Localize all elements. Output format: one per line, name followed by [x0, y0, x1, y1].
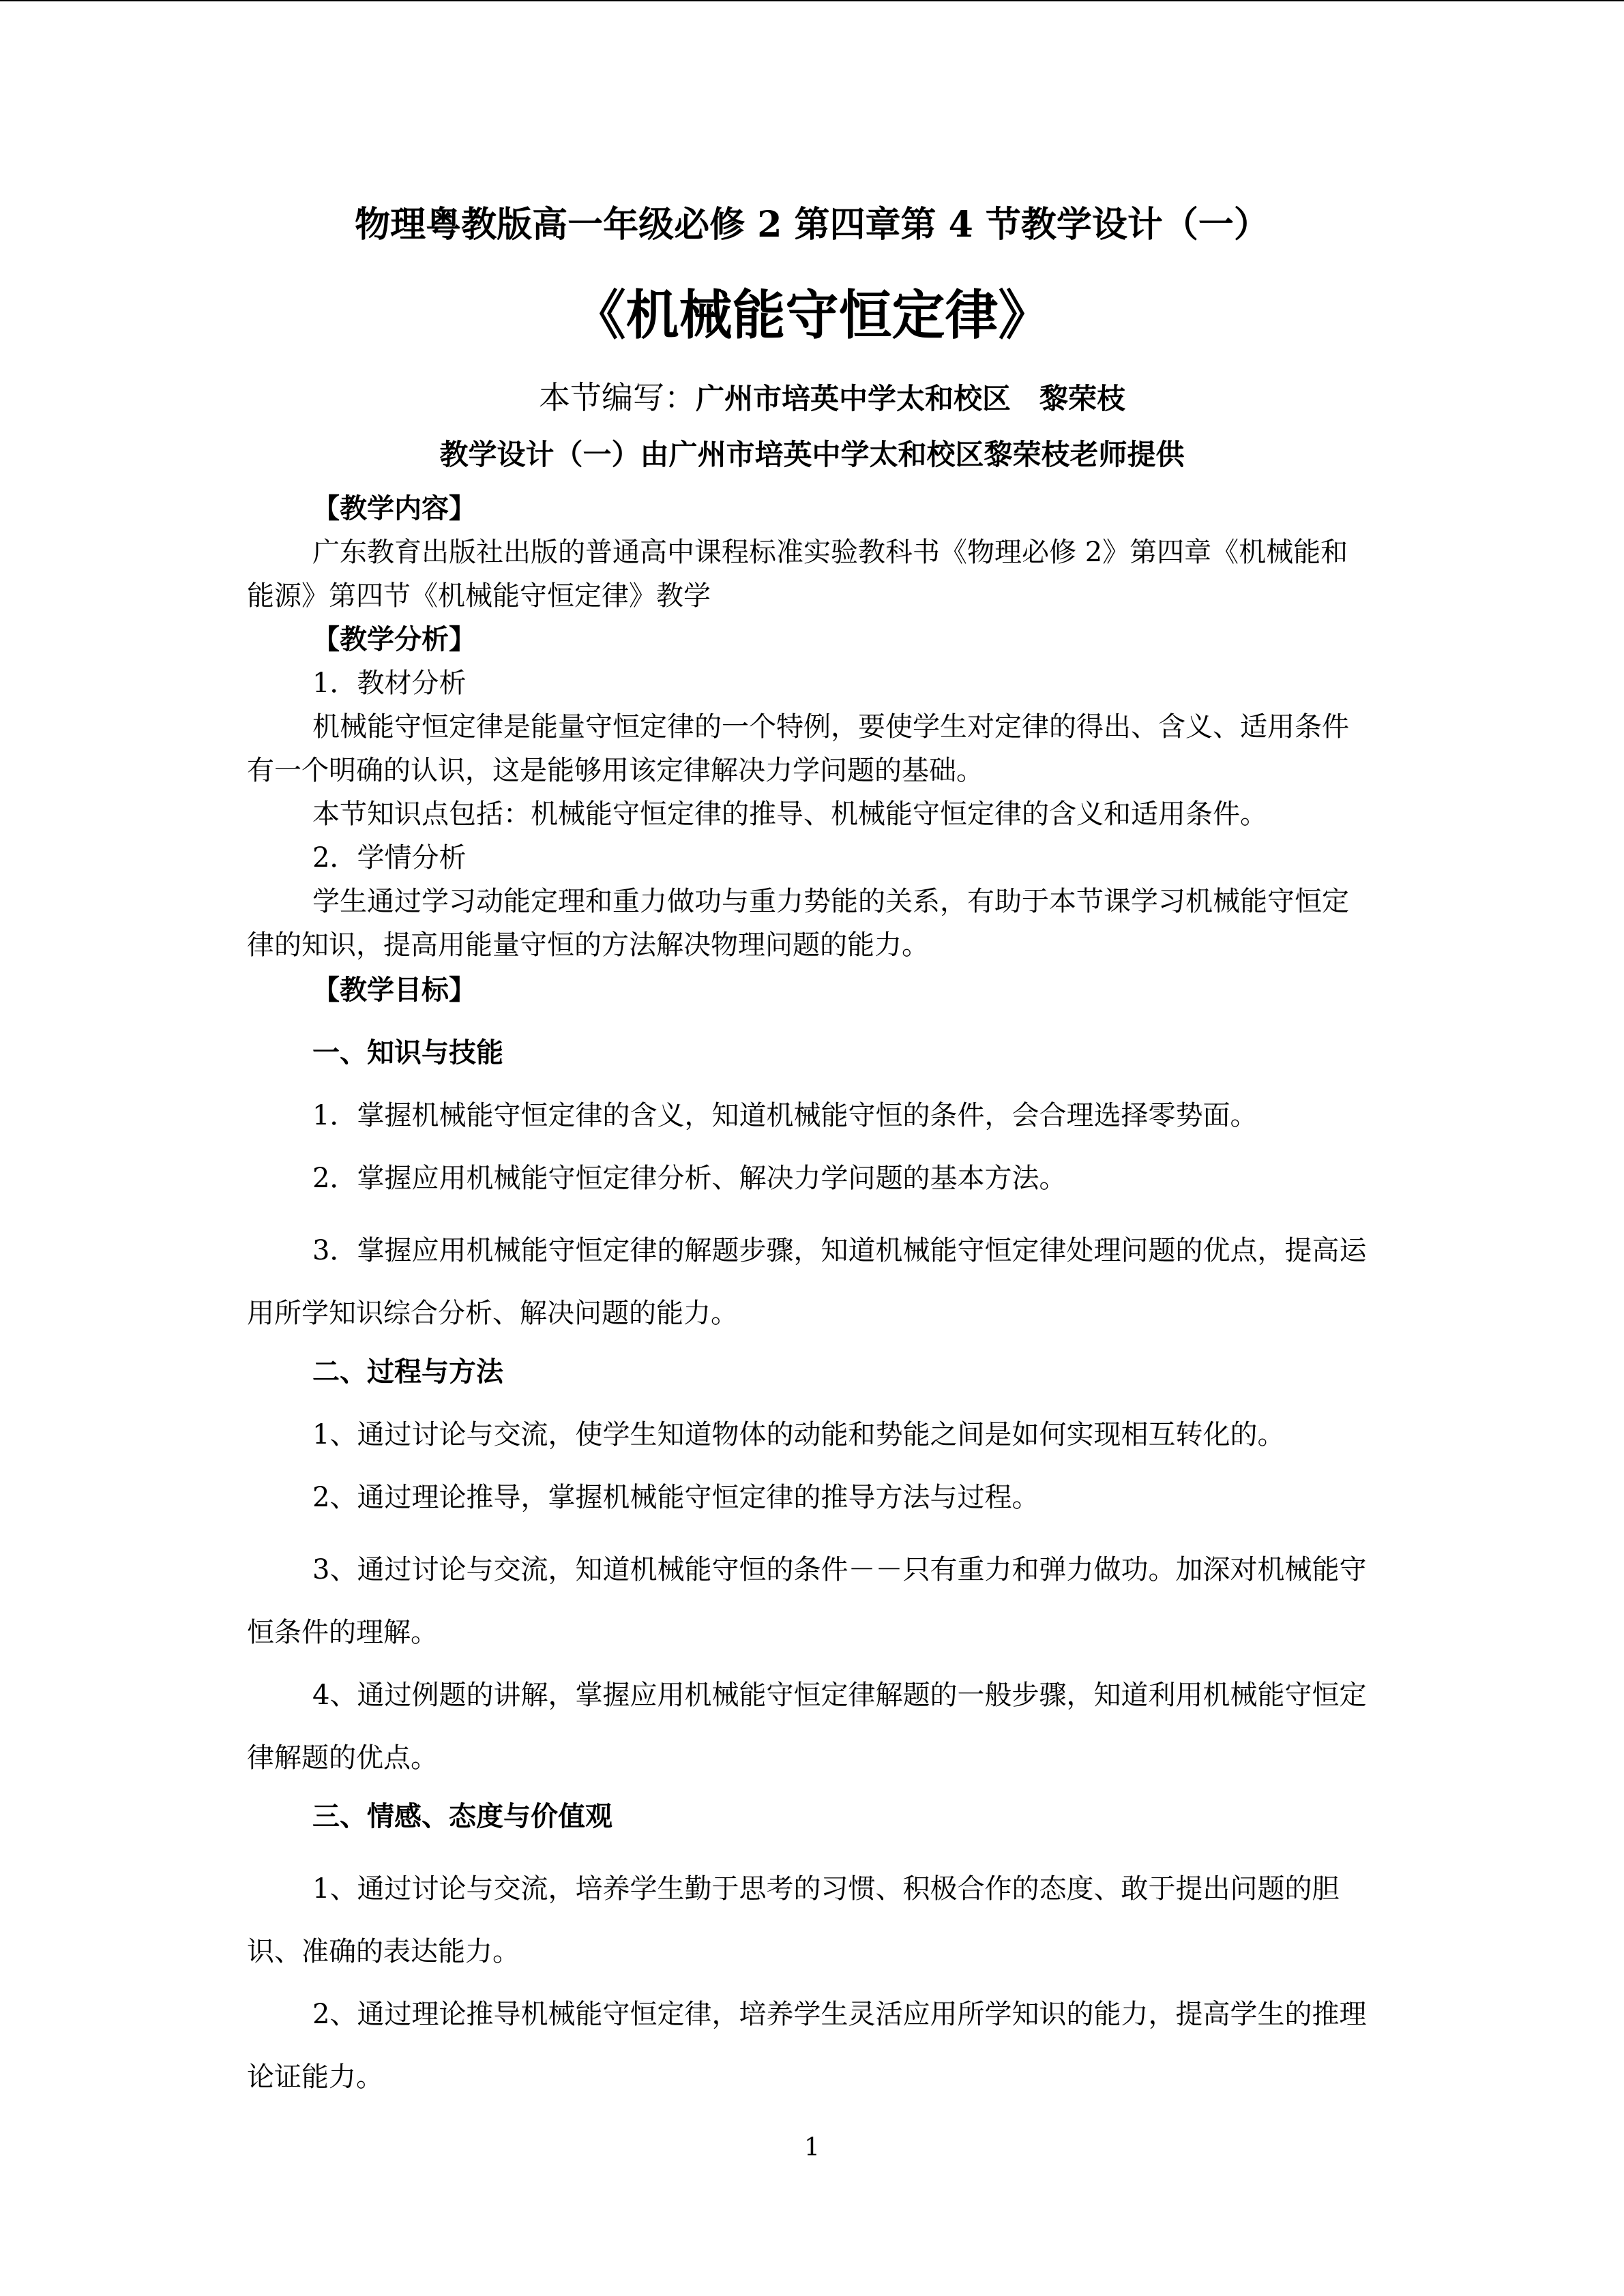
goal-2-item: 3、通过讨论与交流，知道机械能守恒的条件－－只有重力和弹力做功。加深对机械能守恒条件的理解。	[247, 1554, 1367, 1648]
goal-1-item: 2．掌握应用机械能守恒定律分析、解决力学问题的基本方法。	[312, 1163, 1067, 1194]
goal-2-item: 2、通过理论推导，掌握机械能守恒定律的推导方法与过程。	[312, 1482, 1039, 1513]
section-content-heading: 【教学内容】	[312, 492, 476, 524]
analysis-2-heading: 2．学情分析	[312, 842, 467, 874]
section-analysis-heading: 【教学分析】	[312, 623, 476, 655]
analysis-2-text: 学生通过学习动能定理和重力做功与重力势能的关系，有助于本节课学习机械能守恒定律的知识，提高用能量守恒的方法解决物理问题的能力。	[247, 886, 1349, 961]
goal-2-item: 4、通过例题的讲解，掌握应用机械能守恒定律解题的一般步骤，知道利用机械能守恒定律解题的优点。	[247, 1680, 1367, 1774]
analysis-1-points: 本节知识点包括：机械能守恒定律的推导、机械能守恒定律的含义和适用条件。	[312, 799, 1267, 830]
goal-2-item: 1、通过讨论与交流，使学生知道物体的动能和势能之间是如何实现相互转化的。	[312, 1419, 1285, 1450]
goal-1-item: 1．掌握机械能守恒定律的含义，知道机械能守恒的条件，会合理选择零势面。	[312, 1100, 1258, 1131]
analysis-1-text: 机械能守恒定律是能量守恒定律的一个特例，要使学生对定律的得出、含义、适用条件有一个明确的认识，这是能够用该定律解决力学问题的基础。	[247, 711, 1349, 786]
goal-2-heading: 二、过程与方法	[312, 1356, 503, 1388]
section-goals-heading: 【教学目标】	[312, 974, 476, 1006]
section-content-text: 广东教育出版社出版的普通高中课程标准实验教科书《物理必修 2》第四章《机械能和能源》第四节《机械能守恒定律》教学	[247, 537, 1348, 612]
document-title: 物理粤教版高一年级必修 2 第四章第 4 节教学设计（一）	[355, 204, 1269, 245]
lesson-title: 《机械能守恒定律》	[572, 284, 1052, 346]
author-value: 广州市培英中学太和校区 黎荣枝	[696, 382, 1126, 415]
page-number: 1	[804, 2134, 820, 2162]
goal-3-heading: 三、情感、态度与价值观	[312, 1800, 612, 1832]
author-label: 本节编写：	[539, 379, 696, 416]
provider-line: 教学设计（一）由广州市培英中学太和校区黎荣枝老师提供	[439, 438, 1185, 471]
analysis-1-heading: 1．教材分析	[312, 668, 467, 699]
goal-3-item: 1、通过讨论与交流，培养学生勤于思考的习惯、积极合作的态度、敢于提出问题的胆识、准确的表达能力。	[247, 1873, 1340, 1967]
goal-1-heading: 一、知识与技能	[312, 1037, 503, 1069]
goal-1-item: 3．掌握应用机械能守恒定律的解题步骤，知道机械能守恒定律处理问题的优点，提高运用所学知识综合分析、解决问题的能力。	[247, 1235, 1367, 1329]
goal-3-item: 2、通过理论推导机械能守恒定律，培养学生灵活应用所学知识的能力，提高学生的推理论证能力。	[247, 1999, 1367, 2093]
author-line	[539, 373, 1125, 418]
